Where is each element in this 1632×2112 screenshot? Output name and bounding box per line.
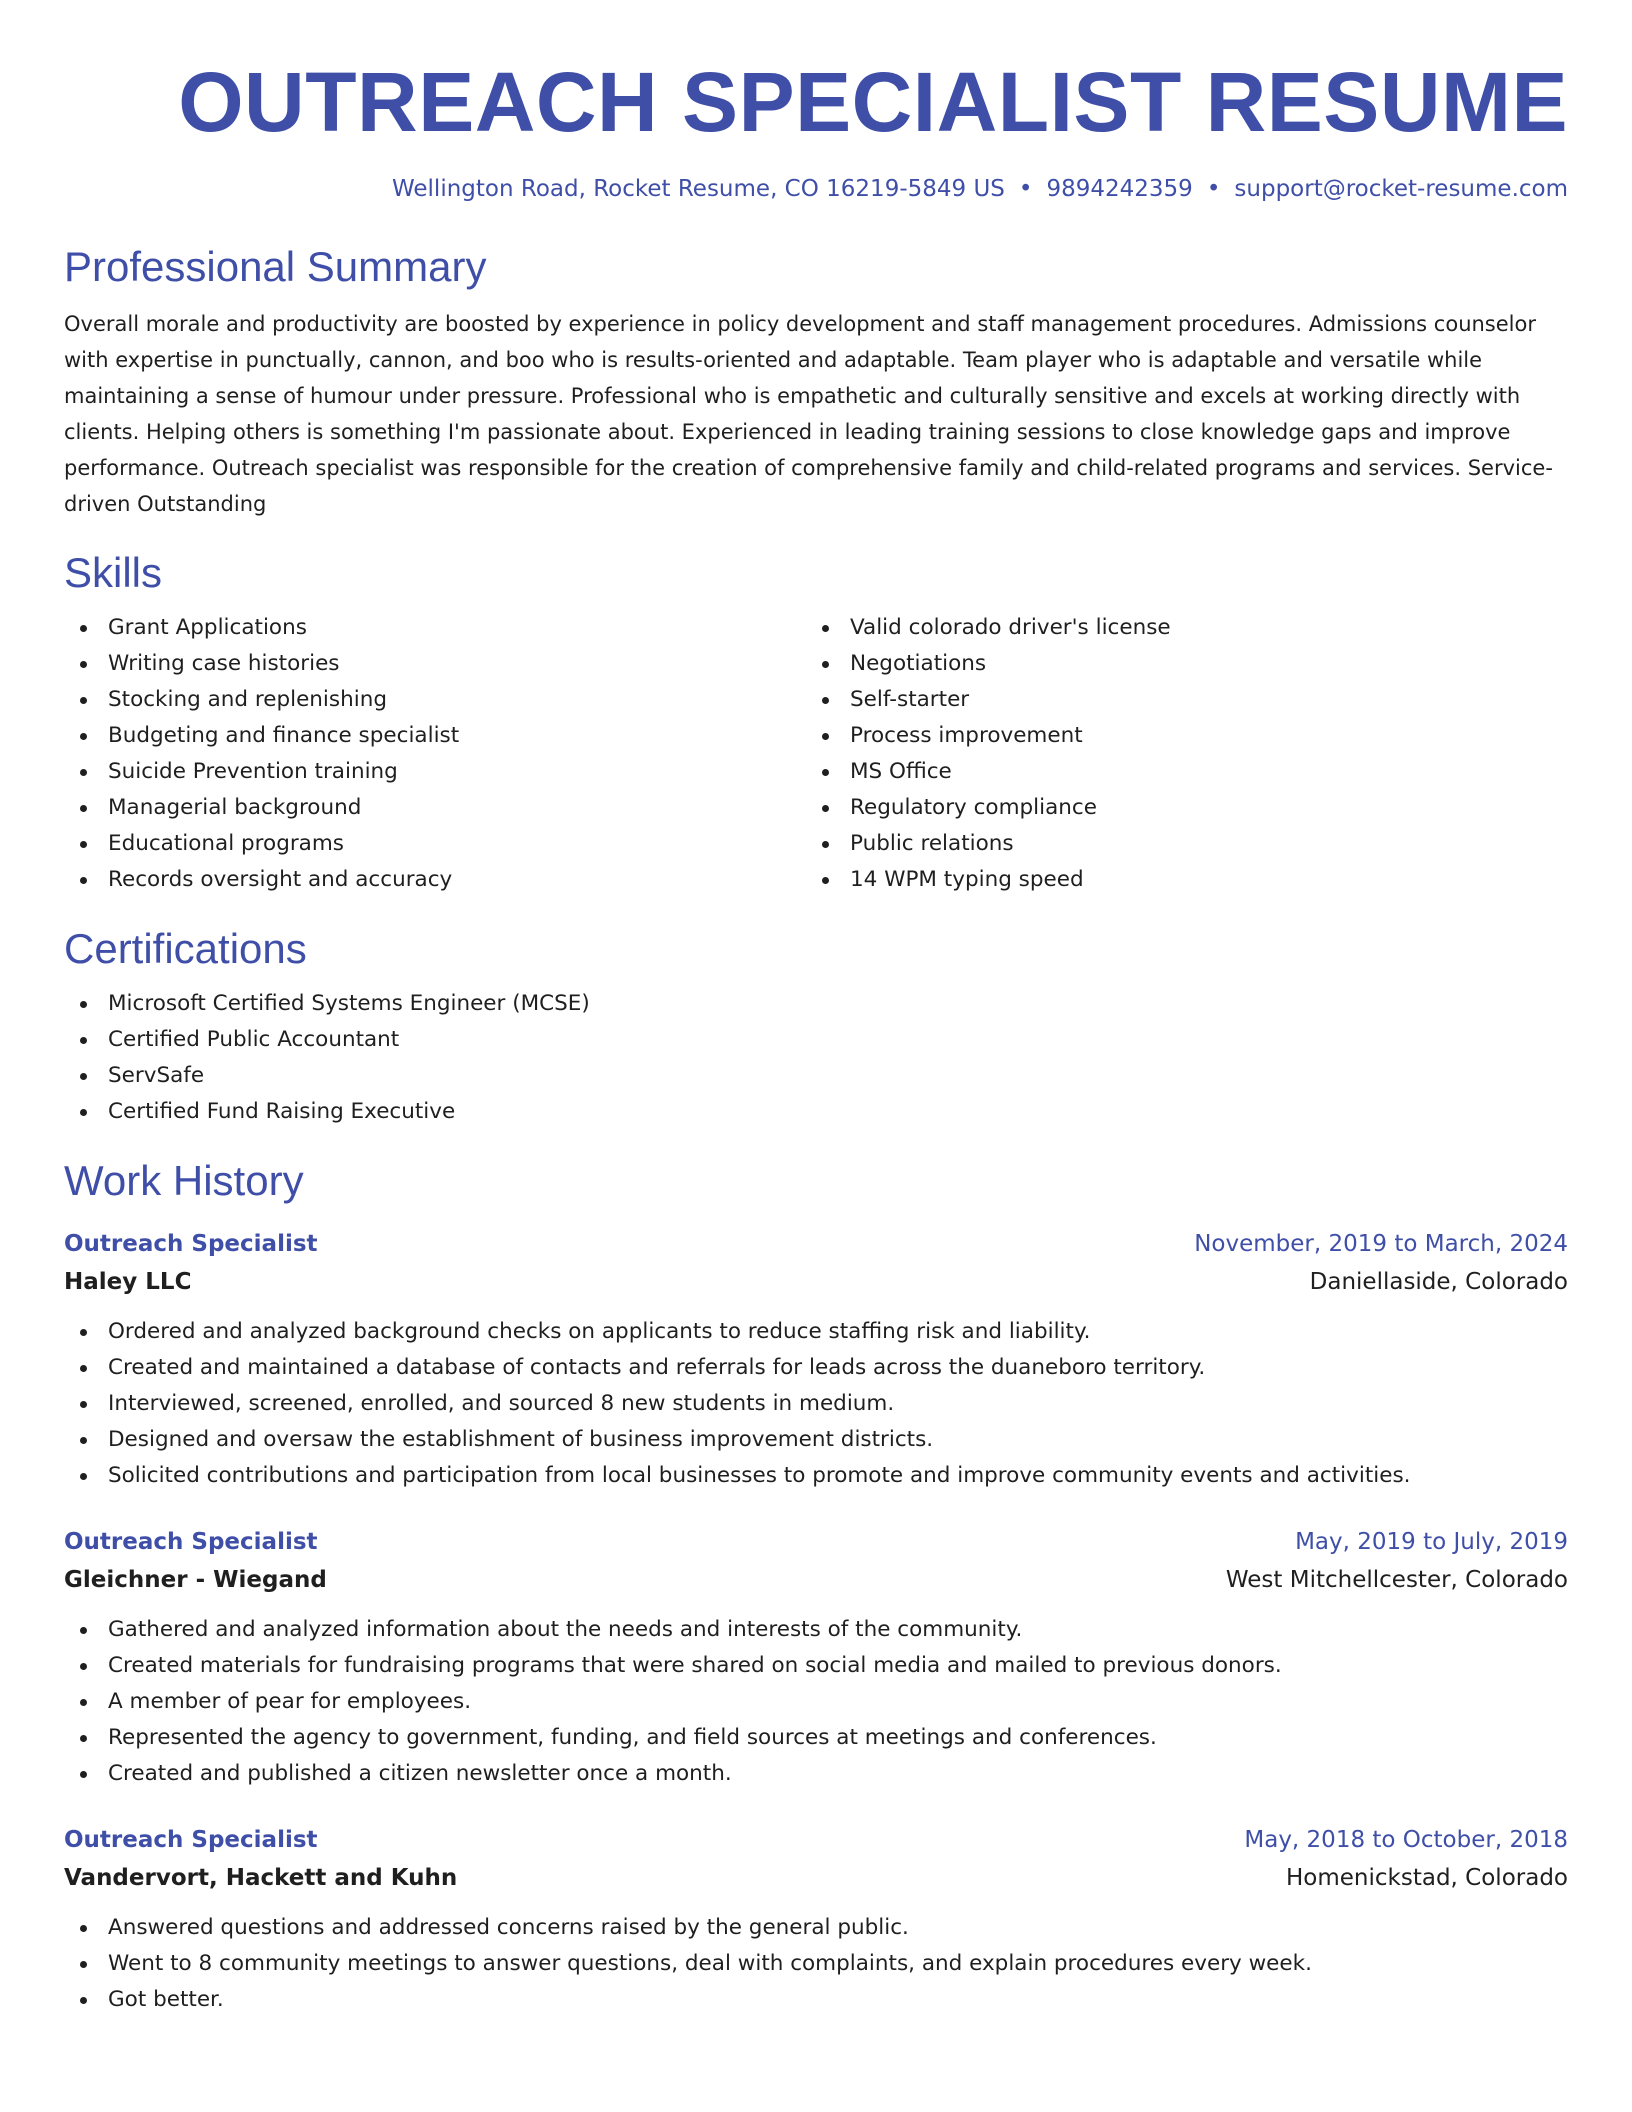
phone-text: 9894242359	[1046, 176, 1193, 202]
skill-item: Stocking and replenishing	[64, 682, 806, 718]
job-location: West Mitchellcester, Colorado	[1225, 1567, 1568, 1593]
job-dates: November, 2019 to March, 2024	[1194, 1231, 1568, 1257]
summary-heading: Professional Summary	[64, 243, 487, 290]
job-company-row	[64, 1560, 1568, 1600]
skill-item: Valid colorado driver's license	[806, 610, 1568, 646]
job-bullets	[64, 1910, 1568, 2018]
skills-list-left	[64, 610, 806, 898]
job-title: Outreach Specialist	[64, 1827, 318, 1853]
job-title-row	[64, 1226, 1568, 1262]
skill-item: Managerial background	[64, 790, 806, 826]
skill-item: MS Office	[806, 754, 1568, 790]
job-entry	[64, 1226, 1568, 1494]
skill-item: Records oversight and accuracy	[64, 862, 806, 898]
certification-item: Certified Fund Raising Executive	[64, 1094, 1568, 1130]
job-bullet: Represented the agency to government, funding, and field sources at meetings and conferences.	[64, 1720, 1568, 1756]
job-bullet: Interviewed, screened, enrolled, and sourced 8 new students in medium.	[64, 1386, 1568, 1422]
address-text: Wellington Road, Rocket Resume, CO 16219-5849 US	[392, 176, 1005, 202]
resume-title: OUTREACH SPECIALIST RESUME	[178, 55, 1568, 149]
job-title-row	[64, 1524, 1568, 1560]
skill-item: 14 WPM typing speed	[806, 862, 1568, 898]
email-text: support@rocket-resume.com	[1234, 176, 1568, 202]
job-title: Outreach Specialist	[64, 1231, 318, 1257]
job-bullet: Gathered and analyzed information about the needs and interests of the community.	[64, 1612, 1568, 1648]
job-bullet: A member of pear for employees.	[64, 1684, 1568, 1720]
certifications-section	[64, 924, 1568, 1130]
contact-separator: •	[1018, 176, 1033, 202]
job-bullet: Created materials for fundraising programs that were shared on social media and mailed to previous donors.	[64, 1648, 1568, 1684]
job-bullet: Ordered and analyzed background checks on applicants to reduce staffing risk and liability.	[64, 1314, 1568, 1350]
job-dates: May, 2019 to July, 2019	[1295, 1529, 1568, 1555]
job-bullet: Solicited contributions and participation from local businesses to promote and improve community events and activities.	[64, 1458, 1568, 1494]
skill-item: Suicide Prevention training	[64, 754, 806, 790]
resume-header	[64, 0, 1568, 204]
job-company-row	[64, 1858, 1568, 1898]
certification-item: Microsoft Certified Systems Engineer (MCSE)	[64, 986, 1568, 1022]
job-bullet: Answered questions and addressed concerns raised by the general public.	[64, 1910, 1568, 1946]
job-bullet: Created and maintained a database of contacts and referrals for leads across the duaneboro territory.	[64, 1350, 1568, 1386]
job-bullets	[64, 1314, 1568, 1494]
job-bullet: Created and published a citizen newsletter once a month.	[64, 1756, 1568, 1792]
skill-item: Budgeting and finance specialist	[64, 718, 806, 754]
job-bullet: Went to 8 community meetings to answer questions, deal with complaints, and explain procedures every week.	[64, 1946, 1568, 1982]
skill-item: Regulatory compliance	[806, 790, 1568, 826]
job-location: Daniellaside, Colorado	[1309, 1269, 1568, 1295]
skills-heading: Skills	[64, 549, 163, 596]
job-location: Homenickstad, Colorado	[1286, 1865, 1568, 1891]
certification-item: Certified Public Accountant	[64, 1022, 1568, 1058]
job-title: Outreach Specialist	[64, 1529, 318, 1555]
work-history-heading: Work History	[64, 1157, 304, 1204]
skill-item: Public relations	[806, 826, 1568, 862]
job-company: Gleichner - Wiegand	[64, 1567, 327, 1593]
summary-text: Overall morale and productivity are boosted by experience in policy development and staff management procedures. Admissions counselor with expertise in punctually, cannon, and boo who is results-oriented and adaptable. Team player who is adaptable and versatile while maintaining a sense of humour under pressure. Professional who is empathetic and culturally sensitive and excels at working directly with clients. Helping others is something I'm passionate about. Experienced in leading training sessions to close knowledge gaps and improve performance. Outreach specialist was responsible for the creation of comprehensive family and child-related programs and services. Service-driven Outstanding	[64, 312, 1553, 516]
certifications-list	[64, 986, 1568, 1130]
skills-list-right	[806, 610, 1568, 898]
job-entry	[64, 1524, 1568, 1792]
skill-item: Grant Applications	[64, 610, 806, 646]
job-title-row	[64, 1822, 1568, 1858]
contact-line	[64, 174, 1568, 204]
skill-item: Process improvement	[806, 718, 1568, 754]
job-company: Haley LLC	[64, 1269, 192, 1295]
contact-separator: •	[1206, 176, 1221, 202]
job-bullet: Got better.	[64, 1982, 1568, 2018]
job-bullet: Designed and oversaw the establishment of business improvement districts.	[64, 1422, 1568, 1458]
certification-item: ServSafe	[64, 1058, 1568, 1094]
skill-item: Educational programs	[64, 826, 806, 862]
summary-section	[64, 242, 1568, 522]
skills-section	[64, 548, 1568, 898]
skill-item: Self-starter	[806, 682, 1568, 718]
job-entry	[64, 1822, 1568, 2018]
job-company: Vandervort, Hackett and Kuhn	[64, 1865, 458, 1891]
skills-grid	[64, 610, 1568, 898]
skill-item: Negotiations	[806, 646, 1568, 682]
job-company-row	[64, 1262, 1568, 1302]
skill-item: Writing case histories	[64, 646, 806, 682]
certifications-heading: Certifications	[64, 925, 307, 972]
work-history-section	[64, 1156, 1568, 2018]
job-bullets	[64, 1612, 1568, 1792]
job-dates: May, 2018 to October, 2018	[1244, 1827, 1568, 1853]
